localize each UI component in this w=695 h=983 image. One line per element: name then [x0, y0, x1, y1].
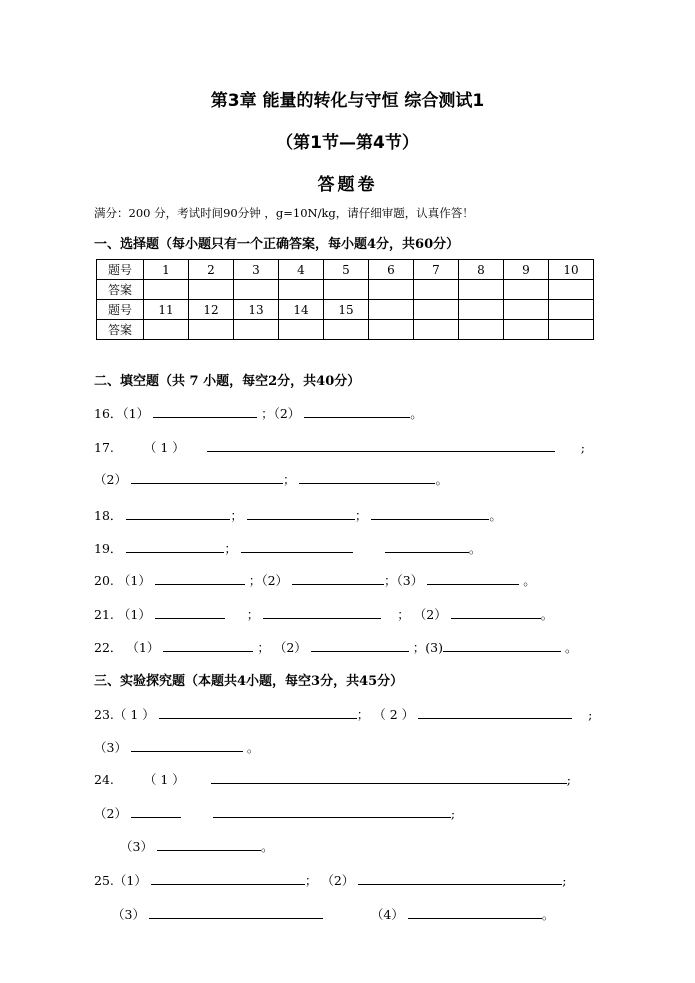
question-number: 18． [94, 508, 123, 523]
answer-cell[interactable] [324, 320, 369, 340]
answer-blank[interactable] [155, 604, 225, 619]
question-number-cell: 2 [189, 260, 234, 280]
separator: ； [282, 472, 296, 487]
separator: ； [384, 573, 397, 588]
separator: ; [566, 772, 571, 787]
answer-blank[interactable] [151, 870, 305, 885]
end-mark: 。 [410, 406, 423, 421]
page-subtitle: （第1节—第4节） [276, 133, 419, 153]
question-number: 16． [94, 406, 123, 421]
part-label: （1） [122, 406, 150, 421]
question-17 [94, 437, 585, 456]
question-number-cell: 9 [504, 260, 549, 280]
answer-cell[interactable] [414, 280, 459, 300]
part-label: （2） [413, 607, 447, 622]
question-23 [94, 704, 592, 723]
question-number-cell [549, 300, 594, 320]
end-mark: 。 [541, 907, 555, 922]
answer-blank[interactable] [304, 403, 410, 418]
question-number: 24. [94, 772, 114, 787]
answer-cell[interactable] [189, 320, 234, 340]
question-18 [94, 505, 502, 524]
part-label: （ 1 ） [113, 707, 155, 722]
answer-cell[interactable] [369, 320, 414, 340]
question-number-cell: 8 [459, 260, 504, 280]
separator: ； [354, 508, 368, 523]
question-20 [94, 570, 536, 589]
separator: ; [450, 806, 456, 821]
answer-blank[interactable] [427, 570, 519, 585]
answer-blank[interactable] [131, 803, 181, 818]
question-23-cont [94, 737, 259, 756]
answer-cell[interactable] [144, 280, 189, 300]
question-number-cell: 13 [234, 300, 279, 320]
part-label: （2） [273, 640, 307, 655]
answer-blank[interactable] [408, 904, 542, 919]
question-number: 20. [94, 573, 114, 588]
answer-blank[interactable] [126, 538, 224, 553]
page-title: 第3章 能量的转化与守恒 综合测试1 [210, 91, 485, 111]
separator: ； [248, 573, 262, 588]
answer-blank[interactable] [131, 469, 283, 484]
answer-blank[interactable] [241, 538, 353, 553]
question-17-cont [94, 469, 448, 488]
separator: ； [261, 406, 274, 421]
question-number-cell: 12 [189, 300, 234, 320]
answer-cell[interactable] [279, 320, 324, 340]
table-row [97, 300, 594, 320]
question-number: 22． [94, 640, 123, 655]
question-number: 21. [94, 607, 114, 622]
part-label: （4） [370, 907, 404, 922]
end-mark: 。 [435, 472, 448, 487]
answer-blank[interactable] [153, 403, 257, 418]
answer-blank[interactable] [213, 803, 451, 818]
question-16 [94, 403, 423, 422]
answer-blank[interactable] [159, 704, 357, 719]
answer-blank[interactable] [155, 570, 245, 585]
row-label-answer: 答案 [97, 280, 144, 300]
separator: ； [397, 607, 410, 622]
separator: ; [588, 707, 593, 722]
answer-cell[interactable] [279, 280, 324, 300]
question-number-cell: 15 [324, 300, 369, 320]
row-label-number: 题号 [97, 300, 144, 320]
separator: ； [224, 541, 237, 556]
answer-blank[interactable] [451, 604, 541, 619]
answer-blank[interactable] [157, 836, 261, 851]
answer-blank[interactable] [211, 769, 567, 784]
section-1-heading: 一、选择题（每小题只有一个正确答案，每小题4分，共60分） [94, 237, 460, 252]
section-2-heading: 二、填空题（共 7 小题，每空2分，共40分） [94, 374, 361, 389]
answer-blank[interactable] [371, 505, 489, 520]
end-mark: 。 [489, 508, 502, 523]
question-22 [94, 637, 577, 656]
part-label: （ 1 ） [143, 772, 185, 787]
end-mark: 。 [564, 640, 578, 655]
answer-cell[interactable] [549, 280, 594, 300]
answer-grid [96, 259, 594, 340]
answer-blank[interactable] [311, 637, 409, 652]
answer-cell[interactable] [504, 320, 549, 340]
question-number-cell [414, 300, 459, 320]
question-number: 23. [94, 707, 114, 722]
answer-blank[interactable] [149, 904, 323, 919]
answer-blank[interactable] [207, 437, 555, 452]
part-label: （2） [94, 806, 127, 821]
answer-blank[interactable] [126, 505, 230, 520]
part-label: （1） [117, 573, 151, 588]
answer-blank[interactable] [385, 538, 469, 553]
answer-blank[interactable] [443, 637, 561, 652]
answer-cell[interactable] [414, 320, 459, 340]
question-number-cell: 5 [324, 260, 369, 280]
part-label: (3) [425, 640, 443, 655]
part-label: （3） [396, 573, 424, 588]
part-label: （1） [113, 873, 147, 888]
question-number: 19． [94, 541, 123, 556]
answer-cell[interactable] [549, 320, 594, 340]
part-label: （ 2 ） [373, 707, 415, 722]
part-label: （3） [112, 907, 145, 922]
question-number-cell: 14 [279, 300, 324, 320]
table-row [97, 280, 594, 300]
answer-blank[interactable] [131, 737, 243, 752]
question-number: 17. [94, 440, 114, 455]
answer-cell[interactable] [504, 280, 549, 300]
question-number-cell: 11 [144, 300, 189, 320]
answer-blank[interactable] [163, 637, 253, 652]
sheet-name: 答题卷 [317, 175, 378, 195]
question-19 [94, 538, 481, 557]
end-mark: 。 [260, 839, 274, 854]
answer-cell[interactable] [234, 320, 279, 340]
end-mark: 。 [540, 607, 554, 622]
question-number-cell: 7 [414, 260, 459, 280]
separator: ； [230, 508, 243, 523]
question-number-cell: 3 [234, 260, 279, 280]
question-24-cont [94, 803, 455, 822]
question-number-cell: 1 [144, 260, 189, 280]
row-label-answer: 答案 [97, 320, 144, 340]
end-mark: 。 [523, 573, 536, 588]
part-label: （2） [273, 406, 301, 421]
answer-blank[interactable] [418, 704, 572, 719]
end-mark: 。 [246, 740, 260, 755]
answer-blank[interactable] [292, 570, 384, 585]
exam-instructions: 满分：200 分，考试时间90分钟 ，g=10N/kg，请仔细审题，认真作答！ [94, 206, 474, 220]
answer-blank[interactable] [358, 870, 562, 885]
section-3-heading: 三、实验探究题（本题共4小题，每空3分，共45分） [94, 674, 404, 689]
question-21 [94, 604, 553, 623]
separator: ； [246, 607, 260, 622]
separator: ; [580, 440, 585, 455]
separator: ; [562, 873, 567, 888]
question-number-cell [369, 300, 414, 320]
part-label: （3） [120, 839, 153, 854]
part-label: （1） [126, 640, 160, 655]
part-label: （2） [261, 573, 289, 588]
part-label: （ 1 ） [143, 440, 185, 455]
separator: ； [257, 640, 270, 655]
question-24-cont2 [120, 836, 273, 855]
question-number-cell: 6 [369, 260, 414, 280]
question-number-cell: 10 [549, 260, 594, 280]
question-number-cell [504, 300, 549, 320]
row-label-number: 题号 [97, 260, 144, 280]
question-number: 25. [94, 873, 114, 888]
question-25 [94, 870, 566, 889]
question-number-cell [459, 300, 504, 320]
separator: ； [304, 873, 318, 888]
answer-cell[interactable] [189, 280, 234, 300]
separator: ； [356, 707, 370, 722]
answer-blank[interactable] [263, 604, 381, 619]
part-label: （2） [94, 472, 127, 487]
table-row [97, 320, 594, 340]
answer-cell[interactable] [324, 280, 369, 300]
answer-cell[interactable] [369, 280, 414, 300]
answer-cell[interactable] [234, 280, 279, 300]
part-label: （2） [321, 873, 355, 888]
question-number-cell: 4 [279, 260, 324, 280]
part-label: （1） [117, 607, 151, 622]
part-label: （3） [94, 740, 127, 755]
answer-blank[interactable] [299, 469, 435, 484]
answer-blank[interactable] [247, 505, 355, 520]
table-row [97, 260, 594, 280]
question-25-cont [112, 904, 554, 923]
question-24 [94, 769, 571, 788]
answer-cell[interactable] [459, 280, 504, 300]
end-mark: 。 [468, 541, 482, 556]
answer-cell[interactable] [144, 320, 189, 340]
answer-cell[interactable] [459, 320, 504, 340]
separator: ； [412, 640, 426, 655]
